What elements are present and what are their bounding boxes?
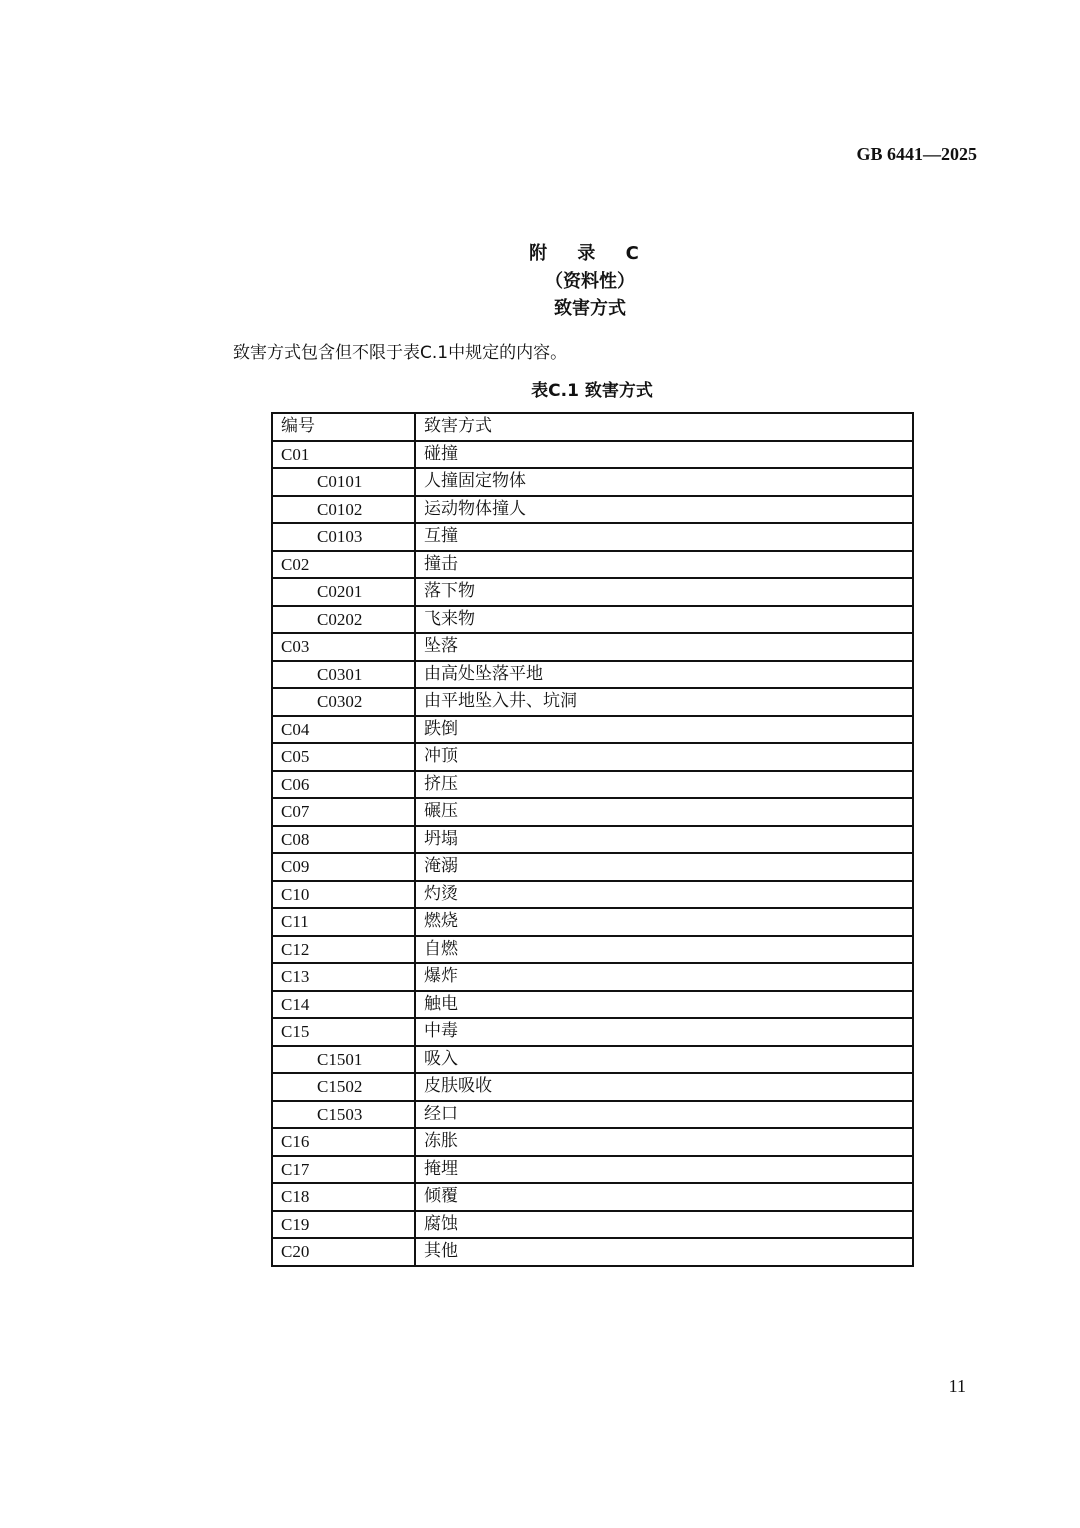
row-hazard-name: 挤压	[415, 771, 913, 799]
row-code: C06	[272, 771, 415, 799]
annex-title: 附 录 C	[529, 243, 651, 264]
row-hazard-name: 燃烧	[415, 908, 913, 936]
row-code: C0201	[272, 578, 415, 606]
table-row	[272, 716, 913, 744]
table-row	[272, 1211, 913, 1239]
row-hazard-name: 皮肤吸收	[415, 1073, 913, 1101]
row-code: C0202	[272, 606, 415, 634]
row-code: C17	[272, 1156, 415, 1184]
table-row	[272, 798, 913, 826]
row-code: C05	[272, 743, 415, 771]
table-row	[272, 523, 913, 551]
table-row	[272, 1018, 913, 1046]
row-hazard-name: 中毒	[415, 1018, 913, 1046]
row-code: C04	[272, 716, 415, 744]
row-code: C02	[272, 551, 415, 579]
row-hazard-name: 淹溺	[415, 853, 913, 881]
row-hazard-name: 冻胀	[415, 1128, 913, 1156]
row-code: C0301	[272, 661, 415, 689]
table-row	[272, 991, 913, 1019]
table-row	[272, 1046, 913, 1074]
row-hazard-name: 人撞固定物体	[415, 468, 913, 496]
row-hazard-name: 飞来物	[415, 606, 913, 634]
row-code: C03	[272, 633, 415, 661]
row-hazard-name: 由平地坠入井、坑洞	[415, 688, 913, 716]
row-hazard-name: 坍塌	[415, 826, 913, 854]
table-row	[272, 496, 913, 524]
row-code: C0103	[272, 523, 415, 551]
row-hazard-name: 经口	[415, 1101, 913, 1129]
table-row	[272, 771, 913, 799]
table-row	[272, 606, 913, 634]
row-code: C13	[272, 963, 415, 991]
row-code: C11	[272, 908, 415, 936]
table-row	[272, 908, 913, 936]
table-row	[272, 936, 913, 964]
table-row	[272, 963, 913, 991]
row-code: C1503	[272, 1101, 415, 1129]
table-body	[272, 441, 913, 1266]
header-code: 编号	[272, 413, 415, 441]
table-row	[272, 1183, 913, 1211]
row-hazard-name: 吸入	[415, 1046, 913, 1074]
table-row	[272, 1101, 913, 1129]
row-hazard-name: 自燃	[415, 936, 913, 964]
row-hazard-name: 腐蚀	[415, 1211, 913, 1239]
row-hazard-name: 触电	[415, 991, 913, 1019]
row-hazard-name: 碰撞	[415, 441, 913, 469]
row-code: C0101	[272, 468, 415, 496]
row-hazard-name: 冲顶	[415, 743, 913, 771]
row-code: C14	[272, 991, 415, 1019]
row-code: C08	[272, 826, 415, 854]
row-hazard-name: 倾覆	[415, 1183, 913, 1211]
row-code: C0302	[272, 688, 415, 716]
row-code: C12	[272, 936, 415, 964]
annex-type: （资料性）	[545, 271, 635, 292]
intro-paragraph: 致害方式包含但不限于表C.1中规定的内容。	[233, 343, 568, 363]
row-code: C20	[272, 1238, 415, 1266]
row-code: C01	[272, 441, 415, 469]
table-row	[272, 441, 913, 469]
row-hazard-name: 跌倒	[415, 716, 913, 744]
hazard-table	[271, 412, 914, 1267]
row-code: C19	[272, 1211, 415, 1239]
table-row	[272, 661, 913, 689]
table-row	[272, 468, 913, 496]
row-hazard-name: 其他	[415, 1238, 913, 1266]
row-code: C09	[272, 853, 415, 881]
table-row	[272, 688, 913, 716]
row-code: C1502	[272, 1073, 415, 1101]
row-code: C18	[272, 1183, 415, 1211]
table-row	[272, 1156, 913, 1184]
row-hazard-name: 落下物	[415, 578, 913, 606]
row-hazard-name: 掩埋	[415, 1156, 913, 1184]
row-hazard-name: 撞击	[415, 551, 913, 579]
header-name: 致害方式	[415, 413, 913, 441]
row-code: C0102	[272, 496, 415, 524]
table-row	[272, 578, 913, 606]
table-row	[272, 1238, 913, 1266]
page-number: 11	[948, 1376, 966, 1396]
row-code: C16	[272, 1128, 415, 1156]
row-hazard-name: 灼烫	[415, 881, 913, 909]
row-hazard-name: 爆炸	[415, 963, 913, 991]
table-row	[272, 743, 913, 771]
table-row	[272, 551, 913, 579]
row-code: C1501	[272, 1046, 415, 1074]
row-hazard-name: 碾压	[415, 798, 913, 826]
table-row	[272, 853, 913, 881]
row-hazard-name: 坠落	[415, 633, 913, 661]
row-code: C10	[272, 881, 415, 909]
row-hazard-name: 由高处坠落平地	[415, 661, 913, 689]
table-header-row	[272, 413, 913, 441]
table-row	[272, 633, 913, 661]
table-caption: 表C.1 致害方式	[531, 381, 653, 401]
annex-name: 致害方式	[554, 298, 626, 319]
table-row	[272, 826, 913, 854]
row-code: C15	[272, 1018, 415, 1046]
row-code: C07	[272, 798, 415, 826]
table-row	[272, 1128, 913, 1156]
standard-number: GB 6441—2025	[856, 144, 977, 164]
table-row	[272, 881, 913, 909]
table-row	[272, 1073, 913, 1101]
row-hazard-name: 互撞	[415, 523, 913, 551]
row-hazard-name: 运动物体撞人	[415, 496, 913, 524]
